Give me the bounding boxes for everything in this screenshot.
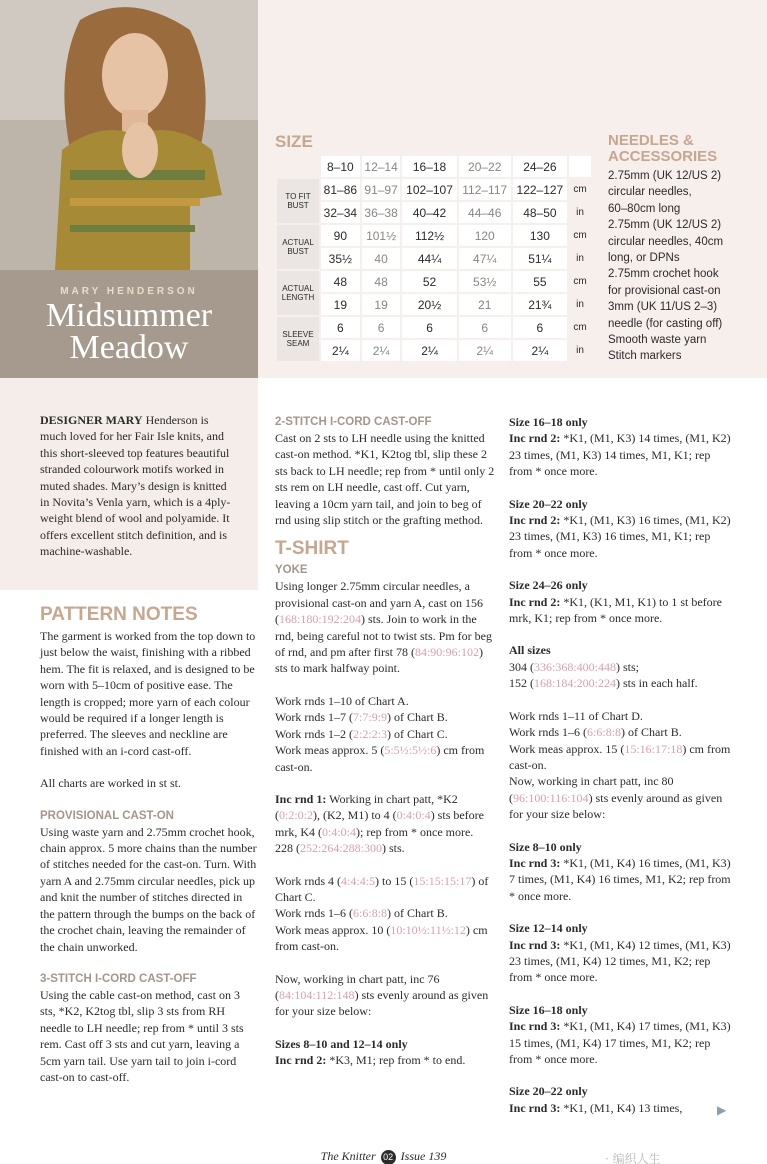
- alt-sizes: 15:16:17:18: [624, 741, 683, 756]
- needles-line: Smooth waste yarn: [608, 334, 707, 347]
- icord-2st-heading: 2-STITCH I-CORD CAST-OFF: [275, 416, 432, 428]
- needles-heading: [608, 133, 717, 165]
- text-run: Work meas approx. 15 (: [509, 741, 625, 756]
- alt-sizes: 7:7:9:9: [353, 710, 388, 725]
- text-run: *K1, (M1, K4) 13 times,: [560, 1100, 683, 1115]
- size-cell: 48–50: [513, 202, 567, 223]
- text-run: Work meas approx. 10 (: [275, 922, 391, 937]
- size-row: [277, 317, 591, 338]
- text-run: Now, working in chart patt, inc 76 (: [275, 971, 440, 1002]
- text-run: ) of Chart B.: [621, 725, 682, 740]
- size-row: [277, 179, 591, 200]
- inc-label: Inc rnd 1:: [275, 791, 327, 806]
- size-cell: 12–14: [362, 156, 401, 177]
- row-head: TO FIT BUST: [277, 179, 319, 223]
- inc-label: Inc rnd 3:: [509, 855, 561, 870]
- needles-line: circular needles,: [608, 186, 692, 199]
- sizes-heading: Sizes 8–10 and 12–14 only: [275, 1036, 408, 1051]
- yoke-text: [275, 578, 497, 676]
- designer-caption: MARY HENDERSON: [60, 286, 198, 297]
- size-row: [277, 340, 591, 361]
- size-cell: 52: [402, 271, 456, 292]
- alt-sizes: 15:15:15:17: [413, 873, 472, 888]
- icord-3st-text: Using the cable cast-on method, cast on 3 sts, *K2, K2tog tbl, slip 3 sts from RH needle to LH needle; rep from * until 3 sts rem. Cast off 3 sts and cut yarn, leaving a 5cm yarn tail. Use yarn tail to join i-cord cast-on to cast-off.: [40, 987, 244, 1084]
- alt-sizes: 84:104:112:148: [279, 987, 355, 1002]
- text-run: Using longer 2.75mm circular needles, a provisional cast-on and yarn A, cast on 156 (: [275, 579, 483, 627]
- model-photo-illustration: [0, 0, 258, 270]
- size-cell: 36–38: [362, 202, 401, 223]
- instructions-column-3: [509, 414, 731, 1116]
- model-photo: [0, 0, 258, 270]
- alt-sizes: 2:2:2:3: [353, 726, 388, 741]
- size-cell: 55: [513, 271, 567, 292]
- text-run: *K3, M1; rep from * to end.: [326, 1053, 466, 1068]
- size-row: [277, 225, 591, 246]
- size-row: [277, 294, 591, 315]
- size-cell: 6: [459, 317, 511, 338]
- needles-line: 2.75mm (UK 12/US 2): [608, 170, 722, 182]
- alt-sizes: 168:180:192:204: [279, 612, 362, 627]
- size-block: [509, 430, 731, 479]
- size-block: [509, 855, 731, 904]
- inc-label: Inc rnd 2:: [509, 431, 561, 446]
- size-cell: 44–46: [459, 202, 511, 223]
- issue-number: Issue 139: [400, 1149, 447, 1163]
- size-heading-20-22: Size 20–22 only: [509, 496, 588, 511]
- size-cell: 40: [362, 248, 401, 269]
- size-cell: 91–97: [362, 179, 401, 200]
- size-cell: 44¼: [402, 248, 456, 269]
- size-block: [509, 1018, 731, 1067]
- size-cell: 21¾: [513, 294, 567, 315]
- alt-sizes: 5:5½:5½:6: [384, 743, 437, 758]
- continue-arrow-icon: ▶: [717, 1103, 727, 1117]
- text-run: Work rnds 4 (: [275, 873, 342, 888]
- size-cell: 112½: [402, 225, 456, 246]
- needles-line: 60–80cm long: [608, 202, 681, 215]
- text-run: Work rnds 1–6 (: [509, 725, 588, 740]
- unit-cell: in: [569, 202, 591, 223]
- text-run: 228 (: [275, 841, 300, 856]
- size-cell: 24–26: [513, 156, 567, 177]
- text-run: ) sts in each half.: [616, 676, 698, 691]
- size-block: [509, 594, 731, 627]
- size-heading-24-26: Size 24–26 only: [509, 578, 588, 593]
- text-run: ) cm from cast-on.: [275, 922, 488, 954]
- size-cell: 6: [362, 317, 401, 338]
- text-run: 304 (: [509, 659, 534, 674]
- intro-text: Henderson is much loved for her Fair Isle knits, and this short-sleeved top features beautiful stranded colourwork motifs worked in muted shades. Mary’s design is knitted in Novita’s Venla yarn, which is a 4ply-weight blend of wool and polyamide. It offers excellent stitch definition, and is machine-washable.: [40, 413, 231, 559]
- size-cell: 35½: [321, 248, 360, 269]
- alt-sizes: 168:184:200:224: [534, 676, 617, 691]
- unit-cell: cm: [569, 179, 591, 200]
- row-head: SLEEVE SEAM: [277, 317, 319, 361]
- inc-label: Inc rnd 2:: [509, 513, 561, 528]
- size-row: [277, 156, 591, 177]
- text-run: ) sts to mark halfway point.: [275, 645, 483, 676]
- provisional-cast-on-heading: PROVISIONAL CAST-ON: [40, 809, 174, 822]
- watermark: · 编织人生: [605, 1152, 661, 1164]
- size-cell: 48: [362, 271, 401, 292]
- text-run: ) cm from cast-on.: [509, 741, 731, 772]
- text-run: ) of Chart B.: [387, 906, 448, 921]
- needles-heading-line2: ACCESSORIES: [608, 148, 718, 165]
- row-head: ACTUAL BUST: [277, 225, 319, 269]
- size-cell: 101½: [362, 225, 401, 246]
- size-block: [509, 512, 731, 561]
- inc-label: Inc rnd 2:: [275, 1053, 327, 1068]
- size-block: [509, 937, 731, 986]
- row-head: [277, 156, 319, 177]
- text-run: Work rnds 1–7 (: [275, 710, 354, 725]
- size-cell: 19: [362, 294, 401, 315]
- inc-label: Inc rnd 3:: [509, 1100, 561, 1115]
- size-cell: 2¼: [362, 340, 401, 361]
- size-cell: 32–34: [321, 202, 360, 223]
- unit-cell: in: [569, 248, 591, 269]
- size-cell: 81–86: [321, 179, 360, 200]
- size-cell: 51¼: [513, 248, 567, 269]
- needles-line: Stitch markers: [608, 350, 682, 363]
- alt-sizes: 336:368:400:448: [534, 659, 617, 674]
- text-run: Work rnds 1–11 of Chart D.: [509, 708, 643, 723]
- alt-sizes: 10:10½:11½:12: [390, 922, 466, 937]
- alt-sizes: 252:264:288:300: [300, 841, 383, 856]
- inc-label: Inc rnd 3:: [509, 937, 561, 952]
- text-run: Work meas approx. 5 (: [275, 743, 385, 758]
- now-block: [275, 971, 497, 1020]
- chart-work-block-2: [275, 873, 497, 955]
- size-row: [277, 248, 591, 269]
- text-run: ) of Chart B.: [387, 710, 448, 725]
- alt-sizes: 0:4:0:4: [322, 824, 357, 839]
- size-cell: 6: [321, 317, 360, 338]
- text-run: ) to 15 (: [375, 873, 414, 888]
- page-number: 02: [381, 1150, 396, 1164]
- size-cell: 2¼: [321, 340, 360, 361]
- size-table: [275, 154, 593, 363]
- instructions-column-2: [275, 414, 497, 1069]
- alt-sizes: 6:6:8:8: [353, 906, 388, 921]
- inc-label: Inc rnd 3:: [509, 1019, 561, 1034]
- chart-d-block: [509, 708, 731, 823]
- size-cell: 130: [513, 225, 567, 246]
- text-run: ), (K2, M1) to 4 (: [313, 808, 397, 823]
- size-block: [509, 1100, 731, 1116]
- size-heading-16-18-b: Size 16–18 only: [509, 1002, 588, 1017]
- pattern-notes-column: [40, 604, 258, 1101]
- text-run: ) sts evenly around as given for your size below:: [275, 987, 489, 1019]
- text-run: ) sts before mrk, K4 (: [275, 808, 485, 839]
- size-cell: 20–22: [459, 156, 511, 177]
- size-cell: 21: [459, 294, 511, 315]
- text-run: *K1, (M1, K3) 16 times, (M1, K2) 23 times, (M1, K3) 16 times, M1, K1; rep from * once more.: [509, 513, 731, 560]
- size-cell: 6: [513, 317, 567, 338]
- needles-line: 3mm (UK 11/US 2–3): [608, 301, 718, 314]
- provisional-cast-on-text: Using waste yarn and 2.75mm crochet hook, chain approx. 5 more chains than the number of stitches needed for the cast-on. Turn. With yarn A and 2.75mm circular needles, pick up and knit the number of stitches directed in the pattern through the bumps on the back of the crochet chain, leaving the remainder of the chain unworked.: [40, 824, 257, 954]
- inc-rnd-2-block: [275, 1052, 497, 1068]
- icord-2st-text: Cast on 2 sts to LH needle using the knitted cast-on method. *K1, K2tog tbl, slip these 2 sts back to LH needle; rep from * until only 2 sts rem on LH needle, cast off. Cut yarn, leaving a 10cm yarn tail, and join to beg of rnd using slip stitch or the grafting method.: [275, 431, 495, 528]
- size-cell: 47¼: [459, 248, 511, 269]
- size-row: [277, 271, 591, 292]
- size-cell: 90: [321, 225, 360, 246]
- text-run: 152 (: [509, 676, 534, 691]
- size-cell: 2¼: [402, 340, 456, 361]
- unit-cell: in: [569, 340, 591, 361]
- needles-list: [608, 168, 758, 365]
- size-heading-20-22-b: Size 20–22 only: [509, 1084, 588, 1099]
- text-run: *K1, (M1, K4) 17 times, (M1, K3) 15 times, (M1, K4) 17 times, M1, K2; rep from * once more.: [509, 1019, 731, 1066]
- text-run: Work rnds 1–2 (: [275, 726, 354, 741]
- chart-work-block: [275, 693, 497, 775]
- size-heading-8-10: Size 8–10 only: [509, 839, 582, 854]
- unit-cell: cm: [569, 317, 591, 338]
- text-run: *K1, (M1, K3) 14 times, (M1, K2) 23 times, (M1, K3) 14 times, M1, K1; rep from * once more.: [509, 431, 731, 479]
- size-cell: 8–10: [321, 156, 360, 177]
- size-heading: SIZE: [275, 132, 313, 151]
- pattern-notes-paragraph: All charts are worked in st st.: [40, 776, 181, 791]
- magazine-name: The Knitter: [320, 1149, 376, 1163]
- yoke-heading: YOKE: [275, 564, 308, 577]
- text-run: *K1, (M1, K4) 12 times, (M1, K3) 23 times, (M1, K4) 12 times, M1, K2; rep from * once more.: [509, 937, 731, 985]
- text-run: ) cm from cast-on.: [275, 743, 485, 774]
- needles-line: for provisional cast-on: [608, 284, 721, 297]
- inc-label: Inc rnd 2:: [509, 594, 561, 609]
- pattern-title-line1: Midsummer: [45, 297, 213, 334]
- size-cell: 2¼: [459, 340, 511, 361]
- size-cell: 19: [321, 294, 360, 315]
- alt-sizes: 96:100:116:104: [513, 790, 589, 805]
- all-sizes-heading: All sizes: [509, 643, 551, 658]
- all-sizes-block: [509, 659, 731, 692]
- row-head: ACTUAL LENGTH: [277, 271, 319, 315]
- text-run: ) sts;: [616, 659, 640, 674]
- text-run: Now, working in chart patt, inc 80 (: [509, 774, 674, 805]
- text-run: ) sts evenly around as given for your size below:: [509, 790, 723, 822]
- alt-sizes: 84:90:96:102: [414, 645, 479, 660]
- intro-box: [0, 378, 258, 590]
- unit-cell: [569, 156, 591, 177]
- intro-lead: DESIGNER MARY: [40, 413, 143, 427]
- size-cell: 16–18: [402, 156, 456, 177]
- text-run: ) sts. Join to work in the rnd, being careful not to twist sts. Pm for beg of rnd, and pm after first 78 (: [275, 612, 492, 660]
- text-run: ) of Chart C.: [275, 873, 489, 904]
- size-cell: 2¼: [513, 340, 567, 361]
- size-cell: 40–42: [402, 202, 456, 223]
- alt-sizes: 4:4:4:5: [341, 873, 376, 888]
- alt-sizes: 6:6:8:8: [587, 725, 622, 740]
- size-row: [277, 202, 591, 223]
- size-cell: 6: [402, 317, 456, 338]
- text-run: ) of Chart C.: [387, 726, 448, 741]
- pattern-title-line2: Meadow: [69, 329, 189, 366]
- title-panel: [0, 270, 258, 378]
- size-cell: 112–117: [459, 179, 511, 200]
- pattern-notes-paragraph: The garment is worked from the top down to just below the waist, finishing with a ribbed hem. The fit is relaxed, and is designed to be worn with 5–10cm of positive ease. The length is cropped; more yarn of each colour would be required if a longer length is preferred. The sleeves and neckline are finished with an i-cord cast-off.: [40, 629, 256, 758]
- needles-line: long, or DPNs: [608, 252, 680, 265]
- size-cell: 122–127: [513, 179, 567, 200]
- text-run: Work rnds 1–10 of Chart A.: [275, 693, 409, 708]
- unit-cell: in: [569, 294, 591, 315]
- needles-line: 2.75mm (UK 12/US 2): [608, 219, 722, 232]
- size-cell: 120: [459, 225, 511, 246]
- needles-heading-line1: NEEDLES &: [608, 132, 694, 149]
- size-cell: 20½: [402, 294, 456, 315]
- alt-sizes: 0:2:0:2: [279, 808, 314, 823]
- size-heading-16-18: Size 16–18 only: [509, 415, 588, 429]
- tshirt-heading: T-SHIRT: [275, 538, 349, 560]
- text-run: *K1, (K1, M1, K1) to 1 st before mrk, K1; rep from * once more.: [509, 594, 722, 626]
- needles-line: needle (for casting off): [608, 317, 723, 330]
- inc-rnd-1-block: [275, 791, 497, 857]
- pattern-title: [0, 297, 258, 366]
- alt-sizes: 0:4:0:4: [396, 808, 431, 823]
- text-run: ) sts.: [382, 841, 405, 856]
- text-run: *K1, (M1, K4) 16 times, (M1, K3) 7 times, (M1, K4) 16 times, M1, K2; rep from * once more.: [509, 855, 731, 903]
- text-run: Working in chart patt, *K2 (: [275, 791, 458, 823]
- unit-cell: cm: [569, 225, 591, 246]
- size-cell: 102–107: [402, 179, 456, 200]
- size-cell: 48: [321, 271, 360, 292]
- size-heading-12-14: Size 12–14 only: [509, 921, 588, 936]
- unit-cell: cm: [569, 271, 591, 292]
- intro-paragraph: [40, 412, 238, 560]
- text-run: Work rnds 1–6 (: [275, 906, 354, 921]
- text-run: ); rep from * once more.: [356, 824, 474, 839]
- needles-line: 2.75mm crochet hook: [608, 268, 719, 281]
- pattern-notes-heading: PATTERN NOTES: [40, 604, 198, 625]
- size-cell: 53½: [459, 271, 511, 292]
- icord-3st-heading: 3-STITCH I-CORD CAST-OFF: [40, 972, 197, 985]
- needles-line: circular needles, 40cm: [608, 235, 724, 248]
